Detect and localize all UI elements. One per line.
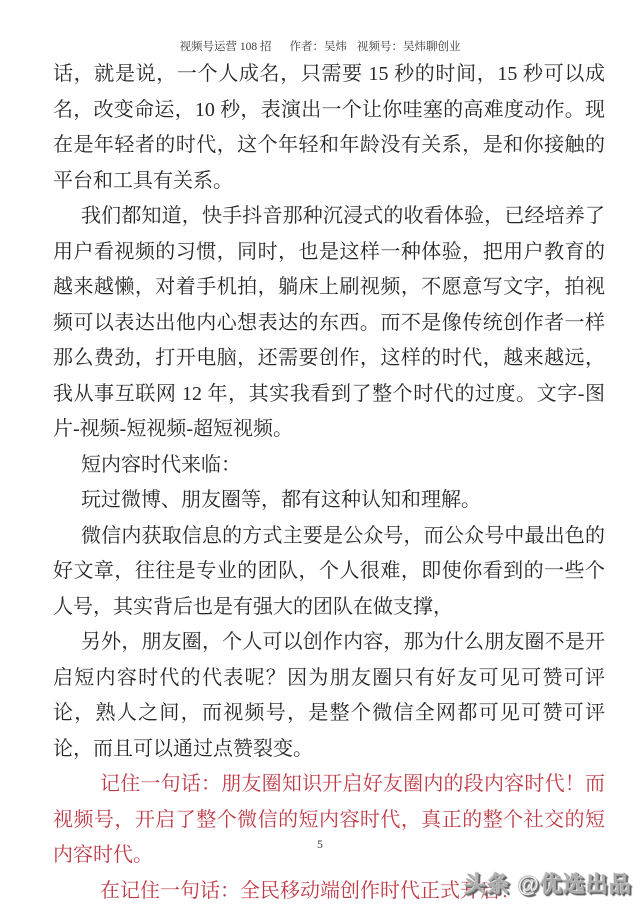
doc-author: 作者：吴炜 — [289, 41, 347, 53]
page-header — [0, 38, 640, 54]
watermark-toutiao: 头条 @优选出品 — [464, 872, 632, 897]
document-body — [53, 57, 605, 905]
paragraph: 微信内获取信息的方式主要是公众号，而公众号中最出色的好文章，往往是专业的团队，个人很难，即使你看到的一些个人号，其实背后也是有强大的团队在做支撑， — [53, 524, 605, 618]
paragraph-highlight: 记住一句话：朋友圈知识开启好友圈内的段内容时代！而视频号，开启了整个微信的短内容时代，真正的整个社交的短内容时代。 — [53, 773, 605, 866]
paragraph: 短内容时代来临： — [81, 453, 241, 476]
paragraph: 另外，朋友圈，个人可以创作内容，那为什么朋友圈不是开启短内容时代的代表呢？因为朋友圈只有好友可见可赞可评论，熟人之间，而视频号，是整个微信全网都可见可赞可评论，而且可以通过点赞裂变。 — [53, 631, 605, 760]
page-number: 5 — [317, 839, 323, 851]
paragraph: 玩过微博、朋友圈等，都有这种认知和理解。 — [81, 489, 481, 511]
doc-title: 视频号运营 108 招 — [179, 41, 272, 53]
paragraph-continuation: 话，就是说，一个人成名，只需要 15 秒的时间，15 秒可以成名，改变命运，10 秒，表演出一个让你哇塞的高难度动作。现在是年轻者的时代，这个年轻和年龄没有关系，是和你接触的平台和工具有关系。 — [53, 63, 605, 192]
paragraph: 我们都知道，快手抖音那种沉浸式的收看体验，已经培养了用户看视频的习惯，同时，也是这样一种体验，把用户教育的越来越懒，对着手机拍，躺床上刷视频，不愿意写文字，拍视频可以表达出他内心想表达的东西。而不是像传统创作者一样那么费劲，打开电脑，还需要创作，这样的时代，越来越远，我从事互联网 12 年，其实我看到了整个时代的过度。文字-图片-视频-短视频-超短视频。 — [53, 205, 605, 440]
paragraph-highlight: 在记住一句话：全民移动端创作时代正式开启！ — [100, 879, 520, 902]
doc-channel: 视频号：吴炜聊创业 — [357, 41, 461, 53]
